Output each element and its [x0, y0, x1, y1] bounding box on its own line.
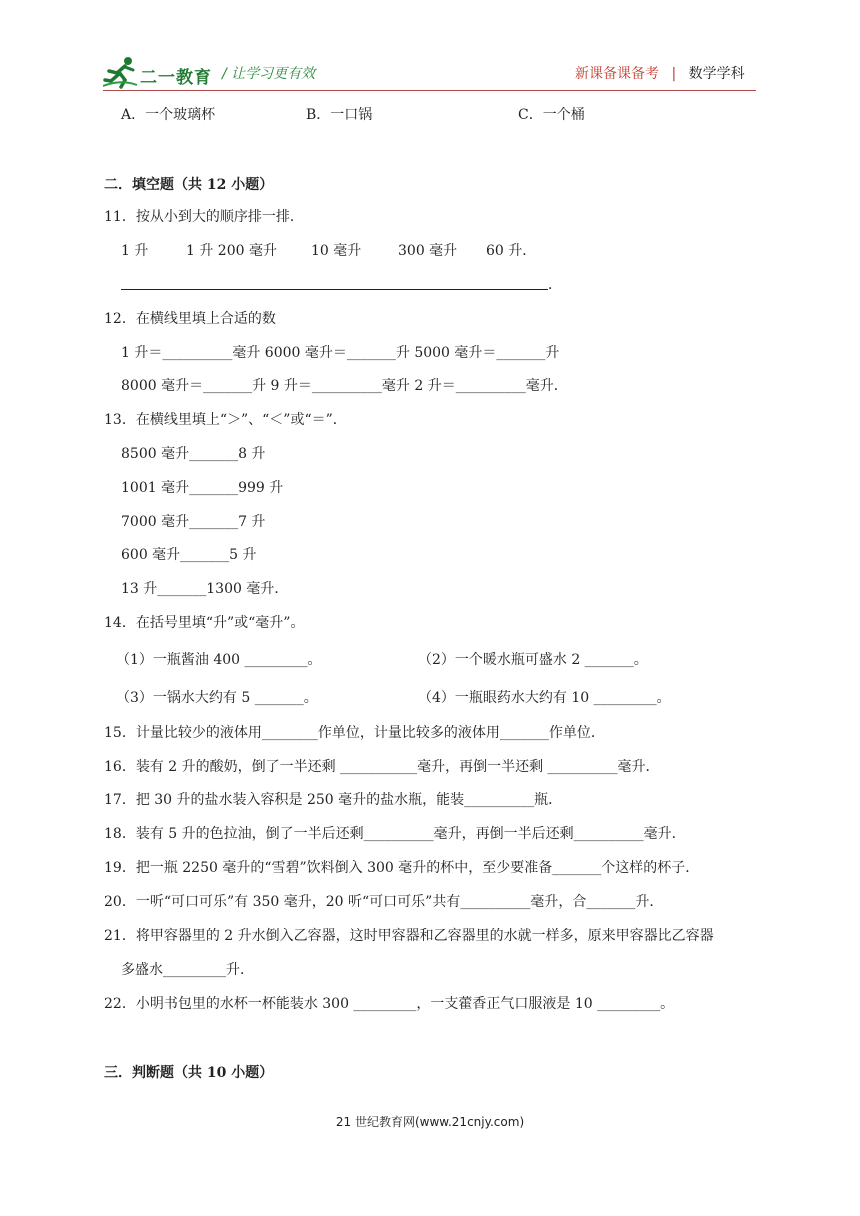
question-17: 17．把 30 升的盐水装入容积是 250 毫升的盐水瓶，能装__________瓶． [104, 792, 563, 808]
question-19: 19．把一瓶 2250 毫升的“雪碧”饮料倒入 300 毫升的杯中，至少要准备_______个这样的杯子． [104, 860, 700, 876]
q11-answer-line[interactable] [121, 289, 548, 290]
question-15: 15．计量比较少的液体用________作单位，计量比较多的液体用_______作单位． [104, 725, 605, 741]
option-a: A．一个玻璃杯 [121, 107, 216, 123]
q11-item-1: 1 升 [121, 243, 149, 259]
page-footer: 21 世纪教育网(www.21cnjy.com) [335, 1115, 525, 1129]
header-subject: 数学学科 [688, 66, 745, 82]
section-title-fill-blank: 二．填空题（共 12 小题） [104, 177, 274, 193]
header-divider: | [671, 66, 677, 82]
q13-line-2: 1001 毫升_______999 升 [121, 480, 284, 496]
q12-line-2: 8000 毫升＝_______升 9 升＝__________毫升 2 升＝__________毫升． [121, 378, 568, 394]
question-21-line-1: 21．将甲容器里的 2 升水倒入乙容器，这时甲容器和乙容器里的水就一样多，原来甲容器比乙容器 [104, 928, 714, 944]
header-slogan: / 让学习更有效 [222, 66, 316, 82]
q14-part-4: （4）一瓶眼药水大约有 10 _________。 [418, 690, 671, 706]
option-b: B．一口锅 [306, 107, 373, 123]
q13-line-3: 7000 毫升_______7 升 [121, 514, 266, 530]
q13-line-4: 600 毫升_______5 升 [121, 547, 257, 563]
q12-line-1: 1 升＝__________毫升 6000 毫升＝_______升 5000 毫升＝_______升 [121, 345, 560, 361]
logo-runner-icon [103, 55, 139, 89]
q11-item-3: 10 毫升 [311, 243, 362, 259]
question-13-stem: 13．在横线里填上“＞”、“＜”或“＝”． [104, 412, 347, 428]
q13-line-1: 8500 毫升_______8 升 [121, 446, 266, 462]
q14-part-2: （2）一个暖水瓶可盛水 2 _______。 [418, 652, 648, 668]
section-title-true-false: 三．判断题（共 10 小题） [104, 1065, 274, 1081]
header-tagline [575, 63, 745, 83]
q11-item-5: 60 升． [486, 243, 537, 259]
question-14-stem: 14．在括号里填“升”或“毫升”。 [104, 615, 305, 631]
question-12-stem: 12．在横线里填上合适的数 [104, 311, 276, 327]
option-c: C．一个桶 [518, 107, 585, 123]
q14-part-3: （3）一锅水大约有 5 _______。 [116, 690, 318, 706]
question-18: 18．装有 5 升的色拉油，倒了一半后还剩__________毫升，再倒一半后还剩__________毫升． [104, 826, 686, 842]
header-rule [103, 90, 756, 91]
q11-end-mark: ． [548, 277, 562, 293]
logo-text: 二一教育 [140, 68, 212, 88]
question-21-line-2: 多盛水_________升． [121, 962, 254, 978]
header-tagline-left: 新课备课备考 [575, 66, 659, 82]
q11-item-2: 1 升 200 毫升 [186, 243, 277, 259]
question-20: 20．一听“可口可乐”有 350 毫升，20 听“可口可乐”共有__________毫升，合_______升． [104, 894, 664, 910]
q13-line-5: 13 升_______1300 毫升． [121, 581, 289, 597]
question-16: 16．装有 2 升的酸奶，倒了一半还剩 ___________毫升，再倒一半还剩 __________毫升． [104, 759, 660, 775]
question-22: 22．小明书包里的水杯一杯能装水 300 _________，一支藿香正气口服液是 10 _________。 [104, 996, 675, 1012]
q14-part-1: （1）一瓶酱油 400 _________。 [116, 652, 322, 668]
question-11-stem: 11．按从小到大的顺序排一排． [104, 209, 304, 225]
q11-item-4: 300 毫升 [398, 243, 458, 259]
